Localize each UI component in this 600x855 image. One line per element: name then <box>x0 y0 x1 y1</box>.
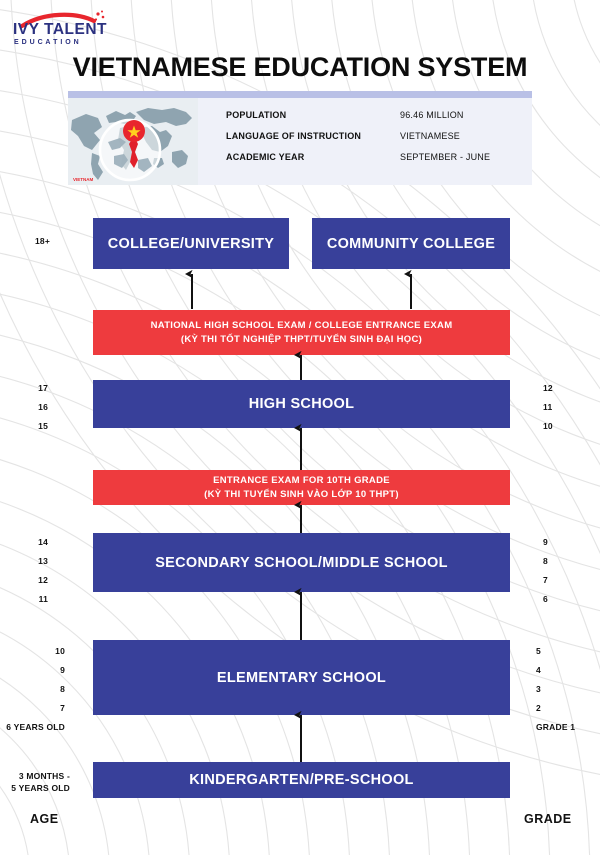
stage-label-line2: (KỲ THI TUYỂN SINH VÀO LỚP 10 THPT) <box>204 488 399 500</box>
age-value: 12 <box>38 575 48 585</box>
grade-value: 12 <box>543 383 553 393</box>
grade-value: GRADE 1 <box>536 722 576 732</box>
age-value: 10 <box>55 646 65 656</box>
age-value: 18+ <box>34 236 50 246</box>
page-title: VIETNAMESE EDUCATION SYSTEM <box>72 52 528 82</box>
grade-value: 10 <box>543 421 553 431</box>
info-value-population: 96.46 MILLION <box>400 110 464 120</box>
grade-value: 8 <box>543 556 548 566</box>
age-value: 11 <box>38 594 48 604</box>
grade-value: 2 <box>536 703 541 713</box>
info-value-language: VIETNAMESE <box>400 131 461 141</box>
age-value: 8 <box>60 684 65 694</box>
age-value: 6 YEARS OLD <box>6 722 65 732</box>
grade-value: 9 <box>543 537 548 547</box>
stage-label-line1: ENTRANCE EXAM FOR 10TH GRADE <box>213 474 390 486</box>
axis-title-age: AGE <box>30 812 59 826</box>
stage-label: COMMUNITY COLLEGE <box>326 235 496 252</box>
grade-value: 6 <box>543 594 548 604</box>
stage-label: HIGH SCHOOL <box>248 396 355 412</box>
grade-value: 11 <box>543 402 553 412</box>
map-caption: VIETNAM <box>73 177 94 182</box>
age-value: 15 <box>38 421 48 431</box>
stage-label: COLLEGE/UNIVERSITY <box>107 235 275 252</box>
stage-label: SECONDARY SCHOOL/MIDDLE SCHOOL <box>155 554 448 571</box>
age-value: 7 <box>60 703 65 713</box>
stage-label: ELEMENTARY SCHOOL <box>216 669 387 686</box>
info-value-academic-year: SEPTEMBER - JUNE <box>400 152 491 162</box>
age-value: 17 <box>38 383 48 393</box>
brand-logo-secondary-text: E D U C A T I O N <box>14 39 80 46</box>
age-value: 9 <box>60 665 65 675</box>
info-label-academic-year: ACADEMIC YEAR <box>226 152 305 162</box>
age-value: 14 <box>38 537 48 547</box>
age-value: 16 <box>38 402 48 412</box>
grade-value: 7 <box>543 575 548 585</box>
age-value: 13 <box>38 556 48 566</box>
grade-value: 5 <box>536 646 541 656</box>
grade-value: 4 <box>536 665 541 675</box>
stage-label: KINDERGARTEN/PRE-SCHOOL <box>189 772 414 788</box>
age-value-line1: 3 MONTHS - <box>18 771 70 781</box>
stage-label-line2: (KỲ THI TỐT NGHIỆP THPT/TUYỂN SINH ĐẠI HỌC) <box>180 333 423 345</box>
info-label-population: POPULATION <box>226 110 287 120</box>
stage-label-line1: NATIONAL HIGH SCHOOL EXAM / COLLEGE ENTRANCE EXAM <box>150 319 453 331</box>
brand-logo <box>10 8 115 48</box>
axis-title-grade: GRADE <box>524 812 572 826</box>
info-label-language: LANGUAGE OF INSTRUCTION <box>226 131 362 141</box>
age-value-line2: 5 YEARS OLD <box>11 783 70 793</box>
brand-logo-primary-text: IVY TALENT <box>13 21 107 38</box>
grade-value: 3 <box>536 684 541 694</box>
